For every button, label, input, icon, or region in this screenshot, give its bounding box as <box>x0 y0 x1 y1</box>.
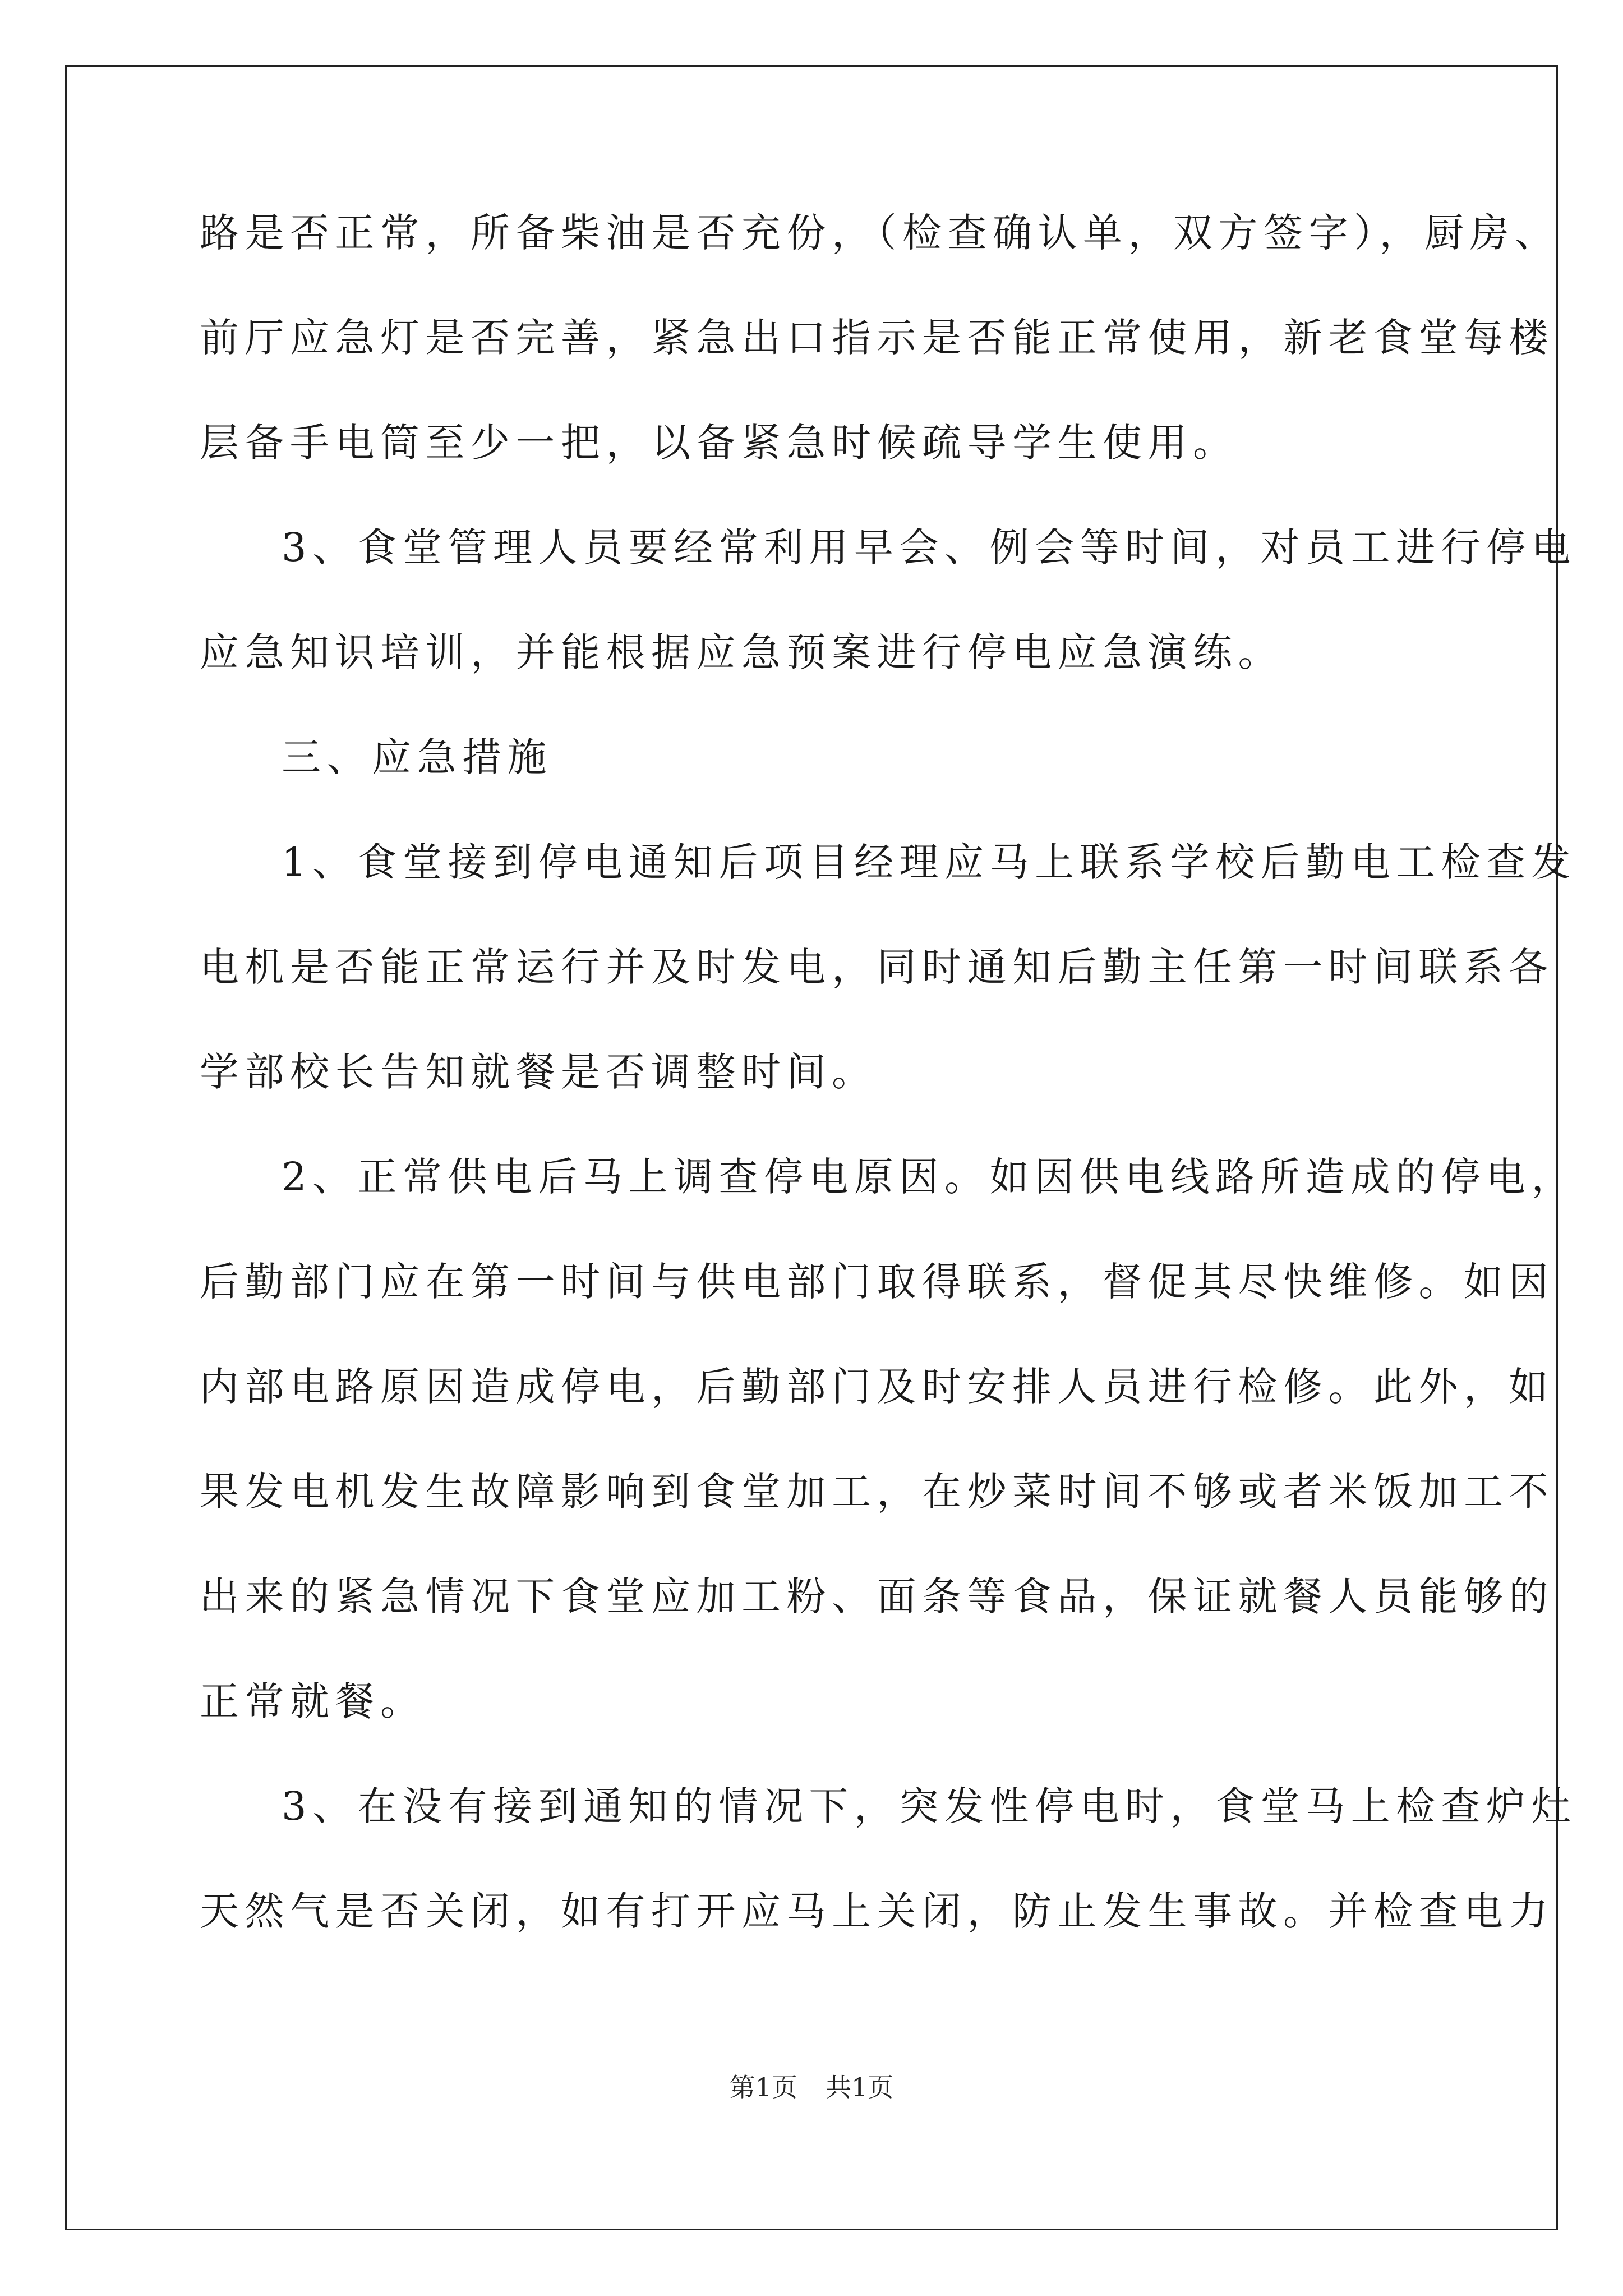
text-line: 3、在没有接到通知的情况下，突发性停电时，食堂马上检查炉灶 <box>282 1783 1577 1829</box>
text-line: 2、正常供电后马上调查停电原因。如因供电线路所造成的停电， <box>282 1154 1577 1200</box>
text-line: 后勤部门应在第一时间与供电部门取得联系，督促其尽快维修。如因 <box>200 1259 1554 1305</box>
section-heading: 三、应急措施 <box>282 734 552 780</box>
text-line: 应急知识培训，并能根据应急预案进行停电应急演练。 <box>200 629 1283 675</box>
text-line: 前厅应急灯是否完善，紧急出口指示是否能正常使用，新老食堂每楼 <box>200 315 1554 361</box>
text-line: 3、食堂管理人员要经常利用早会、例会等时间，对员工进行停电 <box>282 524 1577 570</box>
text-line: 路是否正常，所备柴油是否充份，（检查确认单，双方签字），厨房、 <box>200 210 1560 256</box>
text-line: 正常就餐。 <box>200 1678 426 1724</box>
text-line: 学部校长告知就餐是否调整时间。 <box>200 1049 877 1095</box>
text-line: 出来的紧急情况下食堂应加工粉、面条等食品，保证就餐人员能够的 <box>200 1573 1554 1619</box>
page-total: 共1页 <box>826 2072 894 2102</box>
text-line: 天然气是否关闭，如有打开应马上关闭，防止发生事故。并检查电力 <box>200 1888 1554 1934</box>
page-number: 第1页 <box>729 2072 797 2102</box>
text-line: 电机是否能正常运行并及时发电，同时通知后勤主任第一时间联系各 <box>200 944 1554 990</box>
text-line: 层备手电筒至少一把，以备紧急时候疏导学生使用。 <box>200 420 1238 466</box>
document-body <box>200 210 1577 1996</box>
text-line: 1、食堂接到停电通知后项目经理应马上联系学校后勤电工检查发 <box>282 839 1577 885</box>
text-line: 果发电机发生故障影响到食堂加工，在炒菜时间不够或者米饭加工不 <box>200 1469 1554 1515</box>
text-line: 内部电路原因造成停电，后勤部门及时安排人员进行检修。此外，如 <box>200 1364 1554 1410</box>
page-footer <box>0 2073 1623 2101</box>
